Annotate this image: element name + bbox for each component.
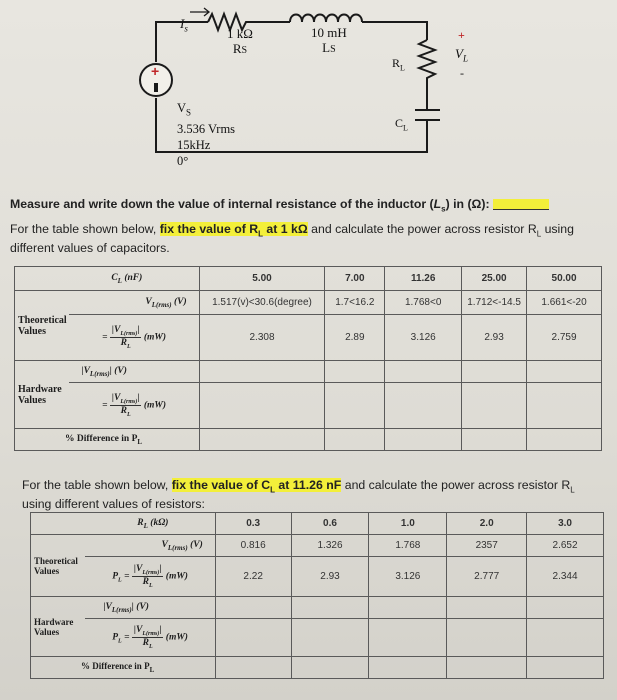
source-info: $V_S$ 3.536 Vrms 15kHz 0° [177,101,236,168]
hw-power-cell[interactable] [447,619,527,657]
theoretical-label: Theoretical Values [31,535,86,597]
hw-vrms-cell[interactable] [385,361,462,383]
table-row [15,267,602,291]
hardware-label: Hardware Values [15,361,70,429]
column-header: 5.00 [199,267,325,291]
table-row [31,619,604,657]
rl-label: $R_L$ [392,56,405,73]
power-cell[interactable]: 2.344 [527,557,604,597]
column-header: 0.6 [291,513,369,535]
abs-vrms-label: $|V_{L(rms)}|$ (V) [85,597,215,619]
table-row [15,429,602,451]
hw-vrms-cell[interactable] [527,597,604,619]
pct-cell[interactable] [325,429,385,451]
table-row [15,315,602,361]
pct-cell[interactable] [462,429,527,451]
table2-instruction: For the table shown below, fix the value of $C_L$ at 11.26 nF and calculate the power across resistor $R_L$ using different values of resistors: [22,478,575,512]
cl-label: $C_L$ [395,116,408,133]
hw-power-cell[interactable] [369,619,447,657]
column-header: 3.0 [527,513,604,535]
column-header: 0.3 [215,513,291,535]
hw-power-cell[interactable] [527,383,602,429]
power-cell[interactable]: 3.126 [369,557,447,597]
power-cell[interactable]: 2.93 [291,557,369,597]
ls-label: 10 mH LS [311,25,347,55]
hw-power-formula: $P_L$ = $\frac{|V_{L(rms)}|}{R_L}$ (mW) [85,619,215,657]
vrms-cell[interactable]: 0.816 [215,535,291,557]
current-label: $I_s$ [180,16,188,34]
power-cell[interactable]: 2.22 [215,557,291,597]
vrms-cell[interactable]: 1.326 [291,535,369,557]
vrms-label: $V_{L(rms)}$ (V) [69,291,199,315]
svg-text:+: + [151,63,160,79]
resistance-header: $R_L$ (kΩ) [31,513,216,535]
pct-cell[interactable] [199,429,325,451]
column-header: 50.00 [527,267,602,291]
hw-vrms-cell[interactable] [325,361,385,383]
hw-vrms-cell[interactable] [215,597,291,619]
hw-vrms-cell[interactable] [291,597,369,619]
hw-vrms-cell[interactable] [527,361,602,383]
hw-vrms-cell[interactable] [462,361,527,383]
hw-power-cell[interactable] [385,383,462,429]
hw-vrms-cell[interactable] [369,597,447,619]
hw-power-cell[interactable] [199,383,325,429]
vl-label: $V_L$ [455,46,468,64]
percent-diff-label: % Difference in $P_L$ [15,429,200,451]
vl-plus: + [458,28,465,42]
table-row [15,291,602,315]
table1-instruction: For the table shown below, fix the value of $R_L$ at 1 kΩ and calculate the power across resistor $R_L$ using different values of capacitors. [10,222,574,256]
vrms-cell[interactable]: 1.517(v)<30.6(degree) [199,291,325,315]
power-cell[interactable]: 2.89 [325,315,385,361]
table-row [31,557,604,597]
pct-cell[interactable] [291,657,369,679]
vrms-cell[interactable]: 1.712<-14.5 [462,291,527,315]
pct-cell[interactable] [215,657,291,679]
table-row [31,535,604,557]
pct-cell[interactable] [447,657,527,679]
measure-instruction: Measure and write down the value of internal resistance of the inductor $(L_s)$ in (Ω): [10,197,549,216]
hw-power-cell[interactable] [527,619,604,657]
vrms-cell[interactable]: 2.652 [527,535,604,557]
percent-diff-label: % Difference in $P_L$ [31,657,216,679]
column-header: 11.26 [385,267,462,291]
hardware-label: Hardware Values [31,597,86,657]
vrms-cell[interactable]: 2357 [447,535,527,557]
hw-power-cell[interactable] [291,619,369,657]
circuit-diagram [0,0,617,175]
column-header: 2.0 [447,513,527,535]
hw-vrms-cell[interactable] [199,361,325,383]
hw-power-cell[interactable] [462,383,527,429]
power-cell[interactable]: 2.759 [527,315,602,361]
theoretical-label: Theoretical Values [15,291,70,361]
pct-cell[interactable] [385,429,462,451]
vl-minus: - [460,66,464,80]
table-row [31,657,604,679]
inductor-resistance-answer[interactable] [493,199,549,210]
power-cell[interactable]: 3.126 [385,315,462,361]
power-cell[interactable]: 2.777 [447,557,527,597]
power-formula: = $\frac{|V_{L(rms)}|}{R_L}$ (mW) [69,315,199,361]
vrms-cell[interactable]: 1.661<-20 [527,291,602,315]
table-row [31,513,604,535]
table-row [15,383,602,429]
power-cell[interactable]: 2.93 [462,315,527,361]
table-row [15,361,602,383]
pct-cell[interactable] [527,429,602,451]
table-row [31,597,604,619]
hw-power-cell[interactable] [215,619,291,657]
column-header: 1.0 [369,513,447,535]
capacitor-table [14,266,602,451]
pct-cell[interactable] [369,657,447,679]
hw-power-formula: = $\frac{|V_{L(rms)}|}{R_L}$ (mW) [69,383,199,429]
abs-vrms-label: $|V_{L(rms)}|$ (V) [69,361,199,383]
hw-power-cell[interactable] [325,383,385,429]
power-cell[interactable]: 2.308 [199,315,325,361]
vrms-cell[interactable]: 1.768 [369,535,447,557]
column-header: 7.00 [325,267,385,291]
pct-cell[interactable] [527,657,604,679]
column-header: 25.00 [462,267,527,291]
resistor-table [30,512,604,679]
rs-label: 1 kΩ RS [227,26,253,56]
power-formula: $P_L$ = $\frac{|V_{L(rms)}|}{R_L}$ (mW) [85,557,215,597]
hw-vrms-cell[interactable] [447,597,527,619]
vrms-cell[interactable]: 1.7<16.2 [325,291,385,315]
capacitance-header: $C_L$ (nF) [15,267,200,291]
vrms-cell[interactable]: 1.768<0 [385,291,462,315]
vrms-label: $V_{L(rms)}$ (V) [85,535,215,557]
